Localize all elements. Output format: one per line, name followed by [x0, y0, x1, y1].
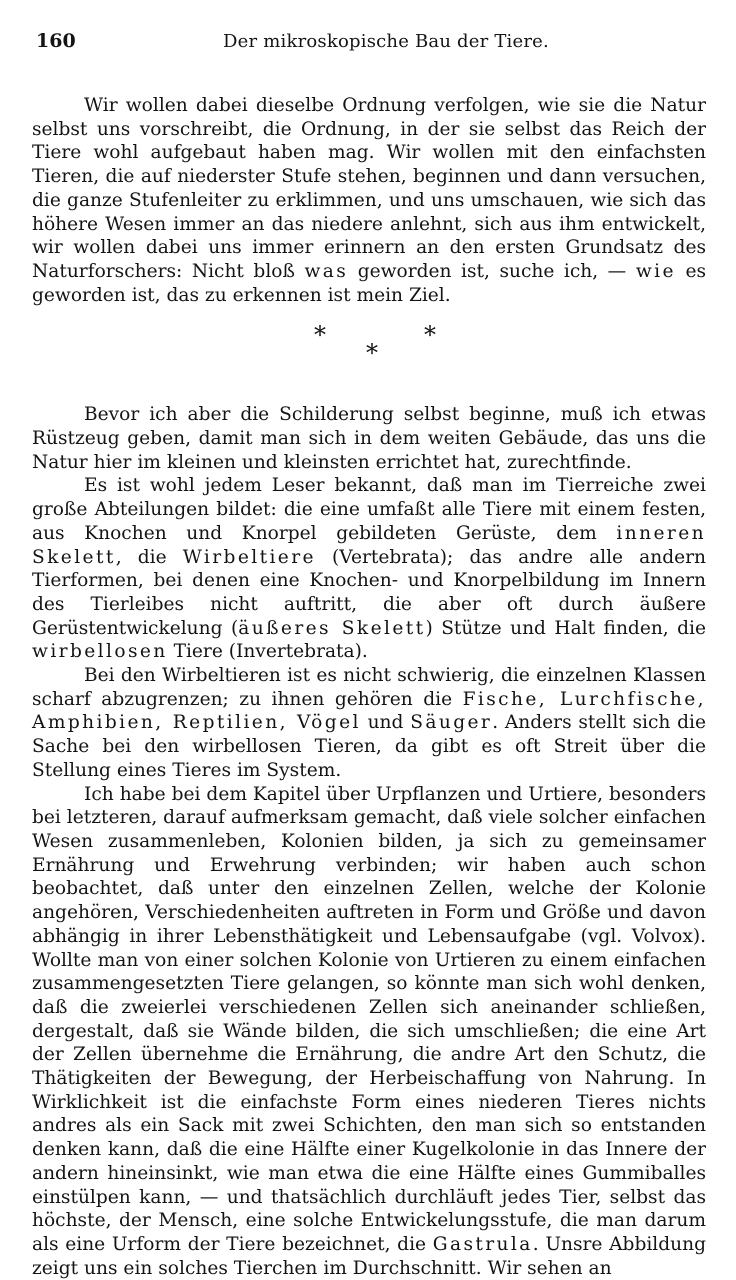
spaced-word: äußeres Skelett [238, 617, 426, 639]
text-run: . Unsre Abbildung zeigt uns ein solches Tierchen im Durchschnitt. Wir sehen an [32, 1233, 706, 1279]
paragraph-1 [32, 94, 706, 307]
text-run: Bei den Wirbeltieren ist es nicht schwierig, die einzelnen Klassen scharf abzugrenzen; zu ihnen gehören die [32, 665, 706, 710]
text-run: geworden ist, suche ich, — [348, 260, 636, 282]
text-run: und [360, 712, 411, 734]
paragraph-4 [32, 664, 706, 783]
asterisk-icon: * [424, 321, 436, 350]
text-run: (Vertebrata); das andre alle andern Tierformen, bei denen eine Knochen- und Knorpelbildung im Innern des Tierleibes nicht auftritt, die aber oft durch äußere Gerüstentwickelung ( [32, 546, 707, 639]
running-head [32, 30, 706, 58]
text-run: Bevor ich aber die Schilderung selbst beginne, muß ich etwas Rüstzeug geben, damit man sich in dem weiten Gebäude, das uns die Natur hier im kleinen und kleinsten errichtet hat, zurechtfinde. [32, 404, 706, 473]
text-run: ) Stütze und Halt finden, die [425, 617, 707, 639]
text-run: Tiere (Invertebrata). [167, 641, 368, 663]
running-title: Der mikroskopische Bau der Tiere. [223, 31, 549, 52]
spaced-word: inneren Skelett [32, 522, 706, 568]
section-divider [32, 323, 706, 377]
spaced-word: was [304, 260, 349, 282]
paragraph-5 [32, 783, 706, 1280]
text-run: . Anders stellt sich die Sache bei den wirbellosen Tieren, da gibt es oft Streit über die Stellung eines Tieres im System. [32, 712, 706, 781]
paragraph-2 [32, 403, 706, 474]
spaced-word: wirbellosen [32, 641, 168, 663]
spaced-word: Wirbeltiere [182, 546, 316, 568]
asterisk-icon: * [314, 321, 326, 350]
spaced-word: wie [635, 260, 676, 282]
paragraph-3 [32, 474, 706, 664]
page-number: 160 [36, 30, 76, 52]
text-run: , die [115, 546, 183, 568]
spaced-word: Fische, Lurchfische, Amphibien, Reptilien, Vögel [32, 688, 706, 734]
spaced-word: Säuger [410, 712, 493, 734]
text-run: es geworden ist, das zu erkennen ist mein Ziel. [32, 260, 706, 306]
spaced-word: Gastrula [432, 1233, 533, 1255]
asterisk-icon: * [366, 339, 378, 368]
text-run: Ich habe bei dem Kapitel über Urpflanzen und Urtiere, besonders bei letzteren, darauf aufmerksam gemacht, daß viele solcher einfachen Wesen zusammenleben, Kolonien bilden, ja sich zu gemeinsamer Ernährung und Erwehrung verbinden; wir haben auch schon beobachtet, daß unter den einzelnen Zellen, welche der Kolonie angehören, Verschiedenheiten auftreten in Form und Größe und davon abhängig in ihrer Lebensthätigkeit und Lebensaufgabe (vgl. Volvox). Wollte man von einer solchen Kolonie von Urtieren zu einem einfachen zusammengesetzten Tiere gelangen, so könnte man sich wohl denken, daß die zweierlei verschiedenen Zellen sich aneinander schließen, dergestalt, daß sie Wände bilden, die sich umschließen; die eine Art der Zellen übernehme die Ernährung, die andre Art den Schutz, die Thätigkeiten der Bewegung, der Herbeischaffung von Nahrung. In Wirklichkeit ist die einfachste Form eines niederen Tieres nichts andres als ein Sack mit zwei Schichten, den man sich so entstanden denken kann, daß die eine Hälfte einer Kugelkolonie in das Innere der andern hineinsinkt, wie man etwa die eine Hälfte eines Gummiballes einstülpen kann, — und thatsächlich durchläuft jedes Tier, selbst das höchste, der Mensch, eine solche Entwickelungsstufe, die man darum als eine Urform der Tiere bezeichnet, die [32, 783, 706, 1255]
text-run: Wir wollen dabei dieselbe Ordnung verfolgen, wie sie die Natur selbst uns vorschreibt, die Ordnung, in der sie selbst das Reich der Tiere wohl aufgebaut haben mag. Wir wollen mit den einfachsten Tieren, die auf niederster Stufe stehen, beginnen und dann versuchen, die ganze Stufenleiter zu erklimmen, und uns umschauen, wie sich das höhere Wesen immer an das niedere anlehnt, sich aus ihm entwickelt, wir wollen dabei uns immer erinnern an den ersten Grundsatz des Naturforschers: Nicht bloß [32, 95, 706, 282]
text-run: Es ist wohl jedem Leser bekannt, daß man im Tierreiche zwei große Abteilungen bildet: die eine umfaßt alle Tiere mit einem festen, aus Knochen und Knorpel gebildeten Gerüste, dem [32, 475, 706, 544]
